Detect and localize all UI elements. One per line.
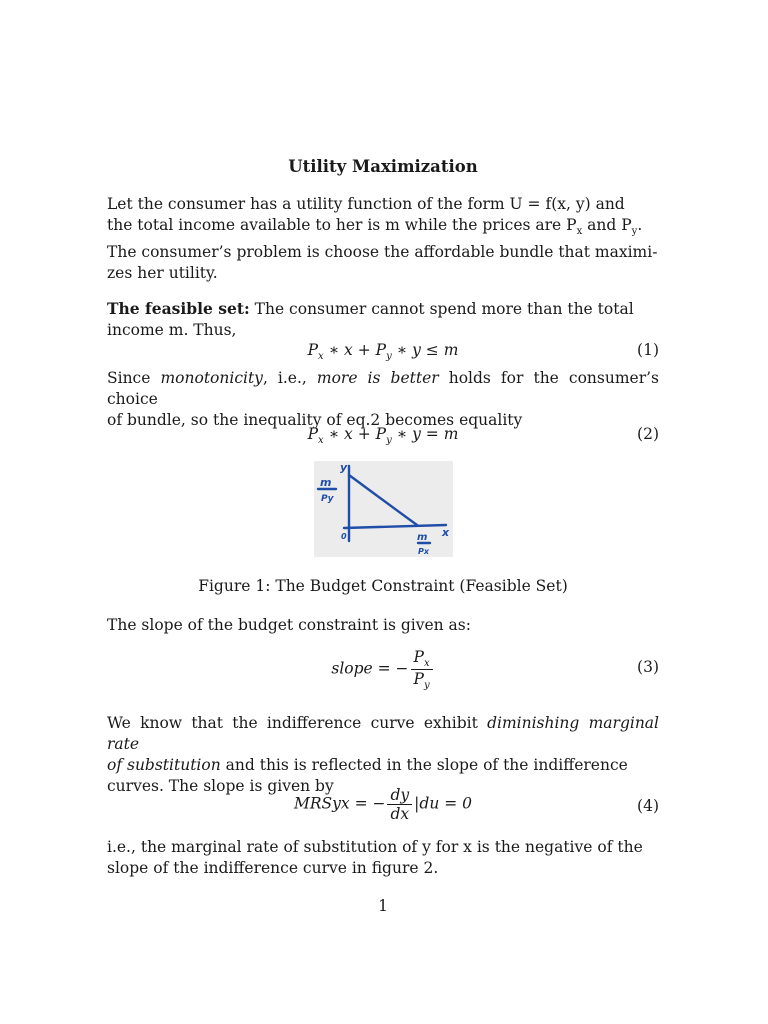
monotonicity-paragraph [107,368,659,431]
mono-text-3: holds for the consumer’s choice [107,369,659,408]
equation-3-number: (3) [637,658,659,676]
figure-y-int-top: m [320,476,332,489]
budget-line [349,475,417,525]
intro-sub-x: x [576,226,583,238]
eq4-top: dy [387,786,412,805]
intro-line-1: Let the consumer has a utility function of the form U = f(x, y) and [107,195,625,213]
eq2-sub-y: y [386,435,392,447]
figure-origin: 0 [341,532,347,541]
eq1-sub-y: y [386,351,392,363]
indiff-text-1: We know that the indifference curve exhibit [107,714,488,732]
feasible-heading: The feasible set: [107,299,250,318]
intro-sub-y: y [631,226,638,238]
closing-paragraph [107,837,659,879]
figure-y-int-bottom: Py [321,494,334,504]
indiff-line-3: curves. The slope is given by [107,777,334,795]
mono-text-1: Since [107,369,161,387]
closing-line-2: slope of the indifference curve in figure 2. [107,859,439,877]
eq3-top: P [413,648,424,666]
intro-line-3: The consumer’s problem is choose the affordable bundle that maximi- [107,243,658,262]
x-axis-line [344,525,446,528]
mono-line-2: of bundle, so the inequality of eq.2 becomes equality [107,411,523,429]
eq2-rhs: ∗ y = m [391,425,459,443]
feasible-text-1: The consumer cannot spend more than the total [249,300,634,318]
intro-end: . [637,216,643,234]
equation-3 [107,648,659,692]
equation-2-number: (2) [637,425,659,443]
budget-constraint-figure [314,461,453,557]
indiff-italic-1: diminishing marginal rate [107,714,659,753]
figure-x-int-top: m [417,532,428,543]
intro-and: and P [582,216,632,234]
feasible-paragraph [107,298,659,341]
page-number: 1 [378,897,388,915]
section-title: Utility Maximization [288,157,478,176]
indiff-text-2: and this is reflected in the slope of the indifference [220,756,628,774]
figure-x-int-bottom: Px [418,547,430,556]
indifference-paragraph [107,713,659,797]
eq3-den: P [413,670,424,689]
eq1-lhs: P [307,341,319,359]
mono-italic-2: more is better [316,369,439,387]
eq1-rhs: ∗ y ≤ m [391,341,459,359]
eq3-top-sub: x [423,658,430,670]
equation-2 [107,425,659,449]
eq3-den-sub: y [423,680,430,692]
equation-1-number: (1) [637,341,659,359]
eq1-mid: ∗ x + P [323,341,387,359]
equation-1 [107,341,659,365]
budget-sketch [314,461,453,557]
figure-x-label: x [442,526,450,539]
closing-line-1: i.e., the marginal rate of substitution of y for x is the negative of the [107,838,643,856]
eq2-mid: ∗ x + P [323,425,387,443]
eq2-lhs: P [307,425,319,443]
figure-caption: Figure 1: The Budget Constraint (Feasible Set) [198,577,568,595]
slope-intro [107,615,659,636]
indiff-italic-2: of substitution [107,756,221,774]
eq3-fraction [411,648,433,691]
eq3-lhs: slope = − [331,659,409,678]
mono-italic-1: monotonicity [160,369,263,387]
eq4-lhs: MRSyx = − [293,794,386,813]
intro-line-4: zes her utility. [107,264,218,283]
intro-paragraph [107,194,659,284]
eq4-rhs: |du = 0 [414,794,473,813]
intro-line-2: the total income available to her is m while the prices are P [107,216,577,234]
eq2-sub-x: x [318,435,324,447]
eq1-sub-x: x [318,351,324,363]
eq4-bottom: dx [390,805,410,823]
eq4-fraction [387,786,412,823]
mono-text-2: , i.e., [262,369,317,387]
feasible-text-2: income m. Thus, [107,321,237,339]
figure-y-label: y [340,461,348,474]
equation-4-number: (4) [637,797,659,815]
equation-4 [107,786,659,830]
slope-intro-text: The slope of the budget constraint is given as: [107,616,471,634]
